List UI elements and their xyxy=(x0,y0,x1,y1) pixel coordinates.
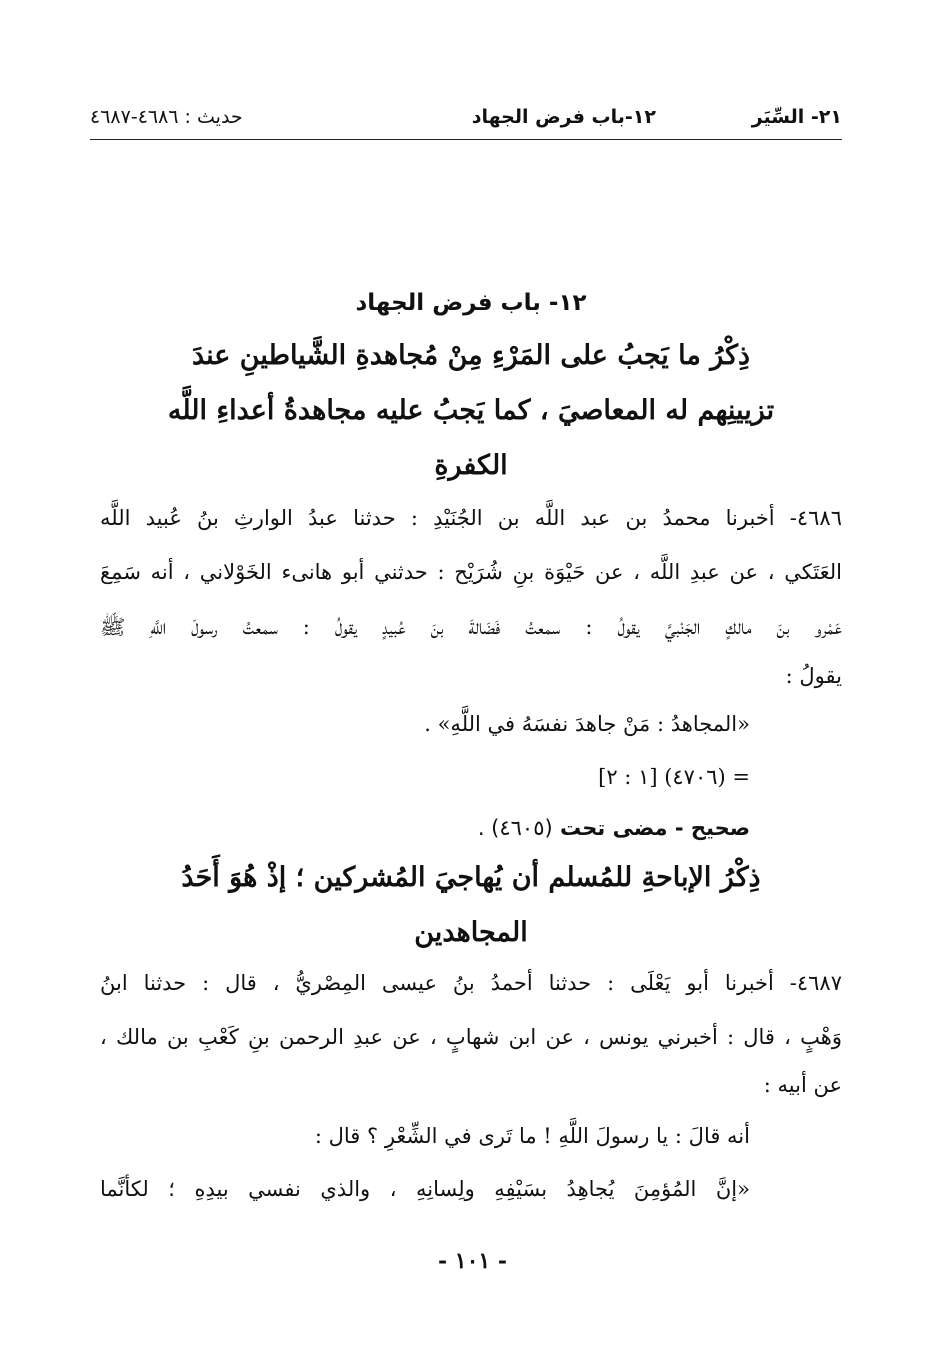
grade-cross-reference: (٤٦٠٥) . xyxy=(477,816,553,840)
tarjama-2-line-2: المجاهدين xyxy=(414,917,528,948)
hadith-4686-line-3: عَمْرو بنَ مالكٍ الجَنْبيَّ يقولُ : سمعتُ فَضَالةَ بنَ عُبيدٍ يقولُ : سمعتُ رسولَ اللَّهِ ﷺ xyxy=(100,615,842,639)
header-book-title: ٢١- السِّيَر xyxy=(751,106,842,128)
hadith-4686-line-4: يقولُ : xyxy=(785,664,842,688)
header-chapter-title: ١٢-باب فرض الجهاد xyxy=(471,106,656,128)
hadith-4687-line-2: وَهْبٍ ، قال : أخبرني يونس ، عن ابن شهابٍ ، عن عبدِ الرحمن بنِ كَعْبِ بن مالك ، xyxy=(100,1025,842,1049)
hadith-4687-matn-1: أنه قالَ : يا رسولَ اللَّهِ ! ما تَرى في الشِّعْرِ ؟ قال : xyxy=(314,1124,750,1148)
hadith-4686-grade xyxy=(100,816,750,840)
running-header xyxy=(90,100,842,140)
header-hadith-range: حديث : ٤٦٨٦-٤٦٨٧ xyxy=(90,106,243,128)
tarjama-2-line-1: ذِكْرُ الإباحةِ للمُسلم أن يُهاجيَ المُشركين ؛ إذْ هُوَ أَحَدُ xyxy=(181,862,761,893)
tarjama-1-line-3: الكفرةِ xyxy=(434,450,508,481)
tarjama-1-line-1: ذِكْرُ ما يَجبُ على المَرْءِ مِنْ مُجاهدةِ الشَّياطينِ عندَ xyxy=(191,340,751,371)
hadith-4686-reference: = (٤٧٠٦) [١ : ٢] xyxy=(598,765,750,789)
tarjama-1-line-2: تزيينِهم له المعاصيَ ، كما يَجبُ عليه مجاهدةُ أعداءِ اللَّه xyxy=(167,395,775,426)
hadith-4687-matn-2: «إنَّ المُؤمِنَ يُجاهِدُ بسَيْفِهِ ولِسانِهِ ، والذي نفسي بيدِهِ ؛ لكأنَّما xyxy=(100,1177,750,1201)
hadith-4686-line-2: العَتَكي ، عن عبدِ اللَّه ، عن حَيْوَة بنِ شُرَيْح : حدثني أبو هانىء الخَوْلاني ، أنه سَمِعَ xyxy=(100,560,842,584)
hadith-4687-line-1: ٤٦٨٧- أخبرنا أبو يَعْلَى : حدثنا أحمدُ بنُ عيسى المِصْريُّ ، قال : حدثنا ابنُ xyxy=(100,971,842,995)
hadith-4687-line-3: عن أبيه : xyxy=(763,1073,842,1097)
hadith-4686-line-1: ٤٦٨٦- أخبرنا محمدُ بن عبد اللَّه بن الجُنَيْدِ : حدثنا عبدُ الوارثِ بنُ عُبيد اللَّه xyxy=(100,506,842,530)
grade-label: صحيح - مضى تحت xyxy=(560,816,750,840)
chapter-title: ١٢- باب فرض الجهاد xyxy=(355,290,587,316)
page-number: - ١٠١ - xyxy=(437,1248,508,1274)
hadith-4686-matn: «المجاهدُ : مَنْ جاهدَ نفسَهُ في اللَّهِ» . xyxy=(424,712,750,736)
